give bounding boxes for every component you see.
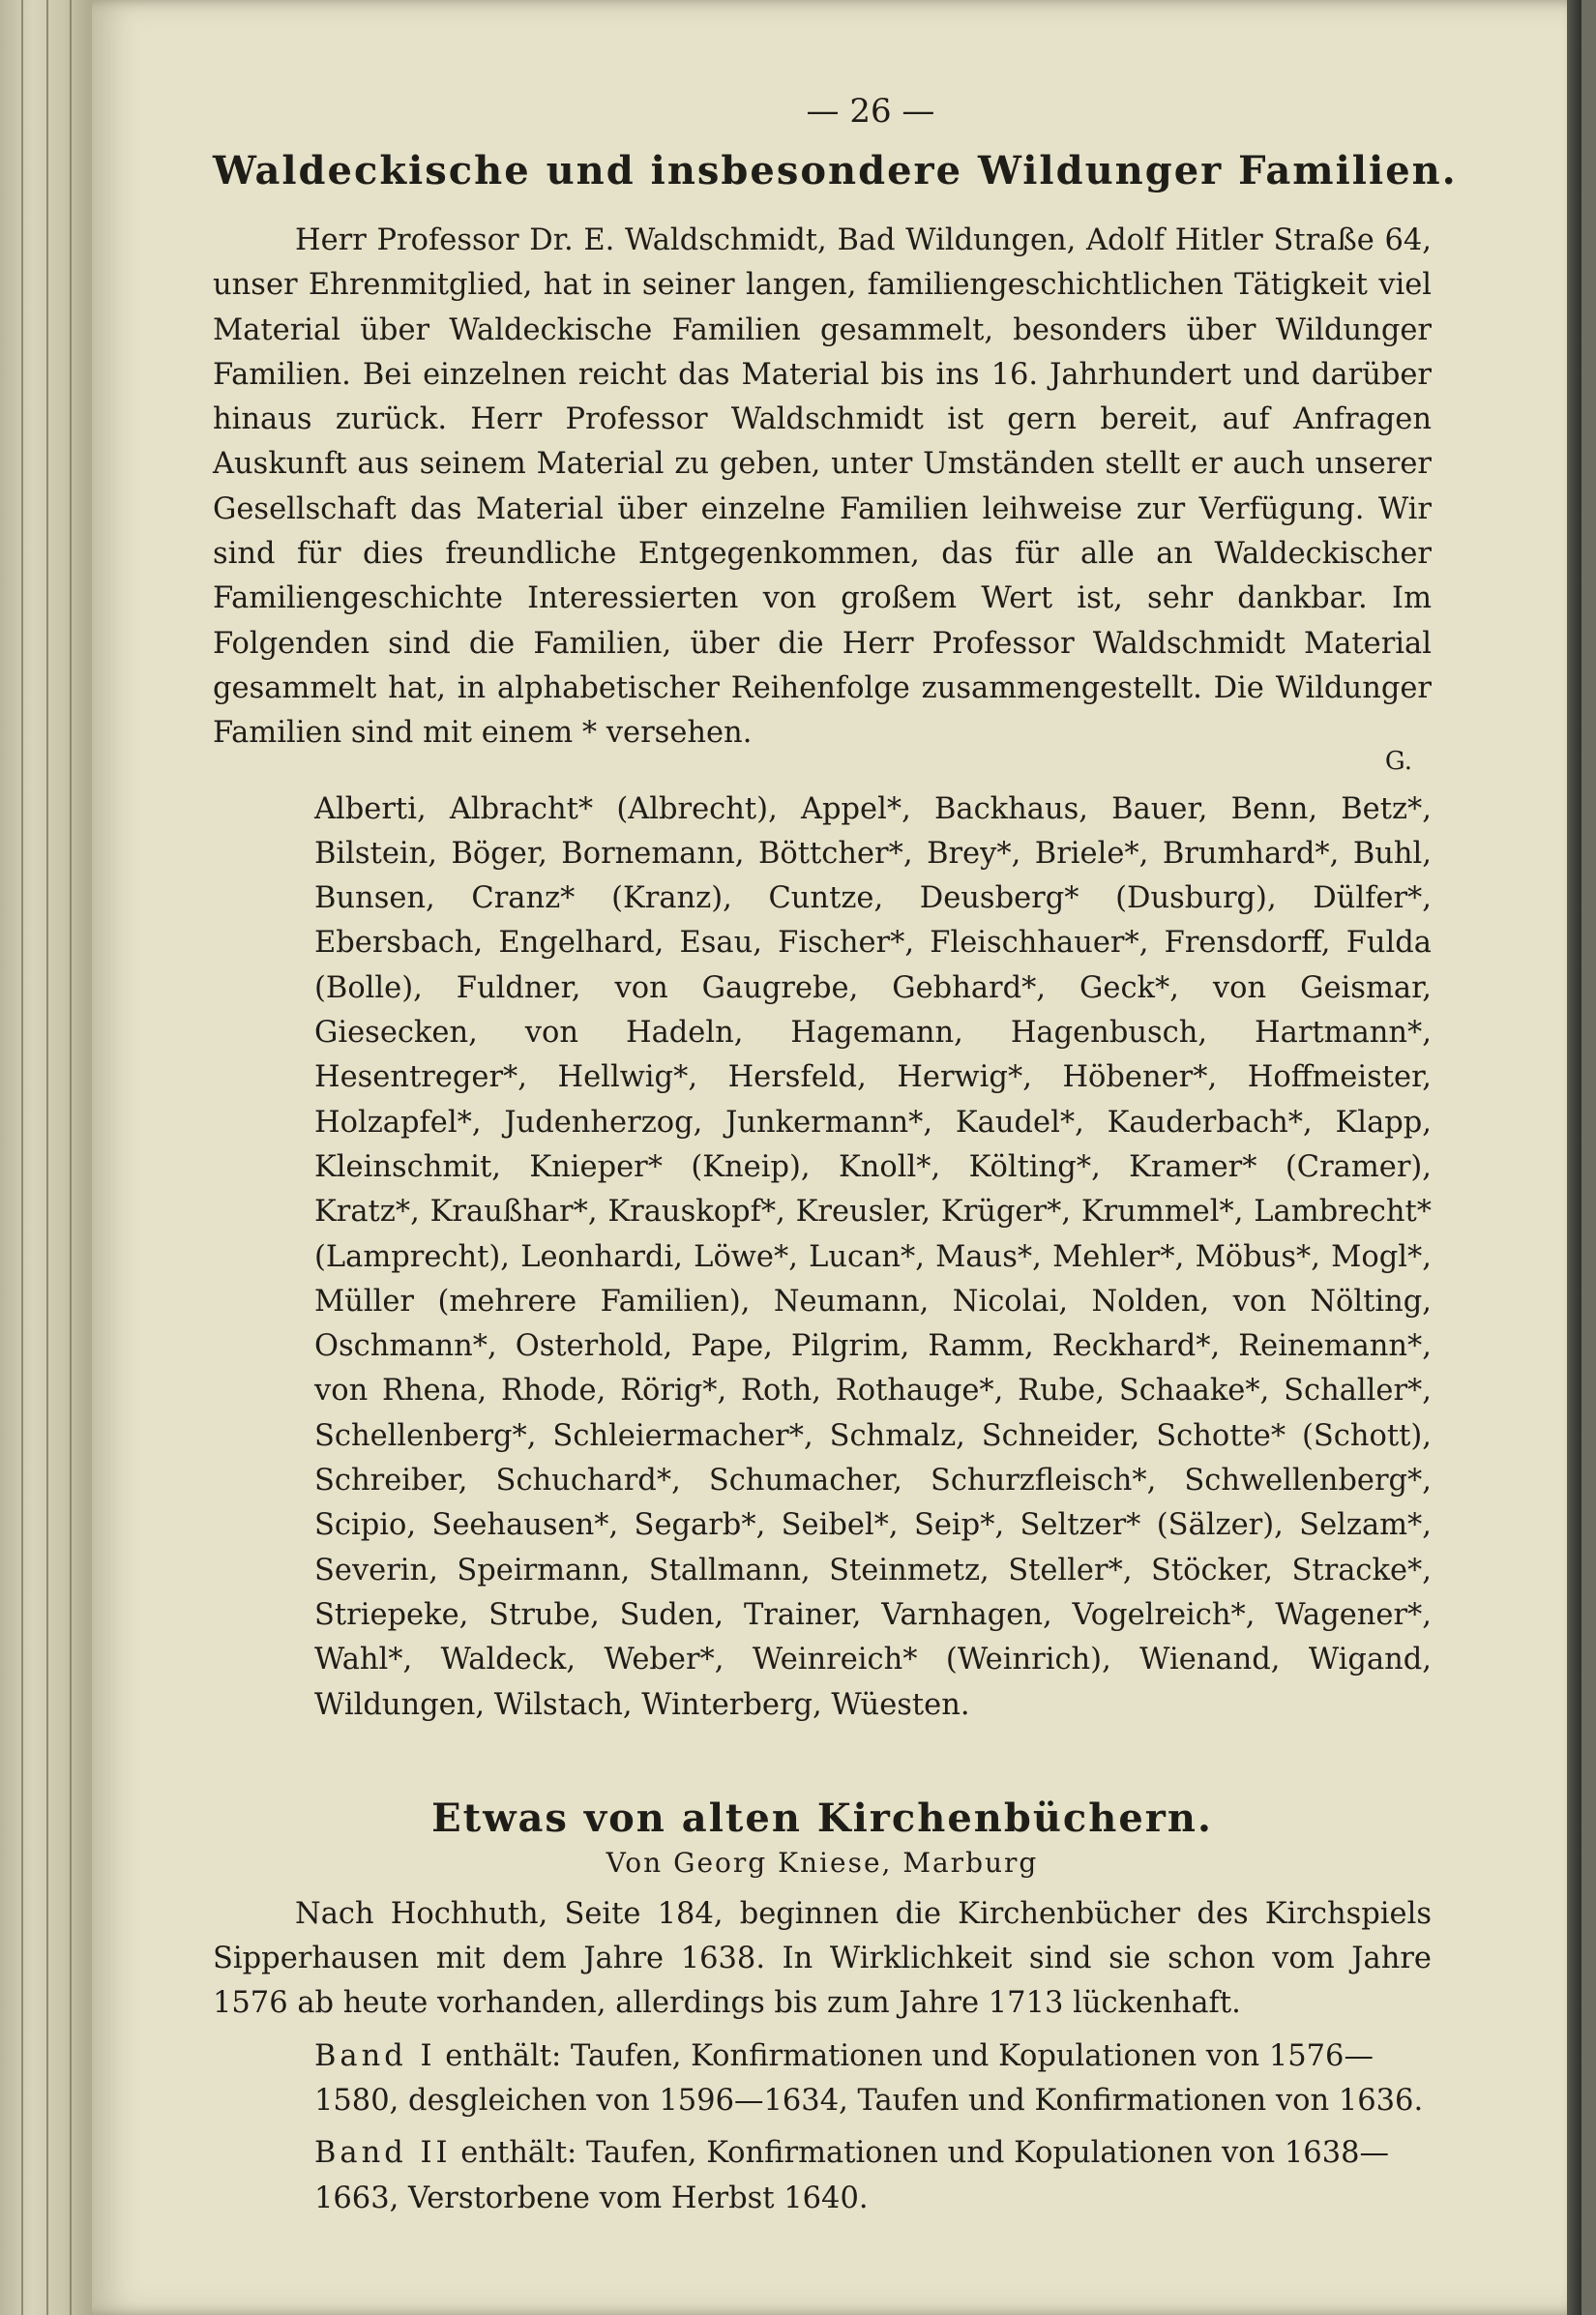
- band-label: Band II: [314, 2136, 452, 2171]
- kirchenbuecher-paragraph: Nach Hochhuth, Seite 184, beginnen die Kirchenbücher des Kirchspiels Sipperhausen mit dem Jahre 1638. In Wirklichkeit sind sie schon vom Jahre 1576 ab heute vorhanden, allerdings bis zum Jahre 1713 lückenhaft.: [213, 1896, 1432, 2021]
- page-content: [213, 92, 1458, 2221]
- section-title-kirchenbuecher: Etwas von alten Kirchenbüchern.: [431, 1795, 1213, 1841]
- intro-paragraph: Herr Professor Dr. E. Waldschmidt, Bad Wildungen, Adolf Hitler Straße 64, unser Ehrenmitglied, hat in seiner langen, familiengeschichtlichen Tätigkeit viel Material über Waldeckische Familien gesammelt, besonders über Wildunger Familien. Bei einzelnen reicht das Material bis ins 16. Jahrhundert und darüber hinaus zurück. Herr Professor Waldschmidt ist gern bereit, auf Anfragen Auskunft aus seinem Material zu geben, unter Umständen stellt er auch unserer Gesellschaft das Material über einzelne Familien leihweise zur Verfügung. Wir sind für dies freundliche Entgegenkommen, das für alle an Waldeckischer Familiengeschichte Interessierten von großem Wert ist, sehr dankbar. Im Folgenden sind die Familien, über die Herr Professor Waldschmidt Material gesammelt hat, in alphabetischer Reihenfolge zusammengestellt. Die Wildunger Familien sind mit einem * versehen.: [213, 223, 1432, 751]
- author-byline: Von Georg Kniese, Marburg: [606, 1846, 1039, 1879]
- band-text: enthält: Taufen, Konfirmationen und Kopulationen von 1576—1580, desgleichen von 1596—1634, Taufen und Konfirmationen von 1636.: [314, 2038, 1424, 2118]
- page: [92, 0, 1581, 2315]
- section-title: Waldeckische und insbesondere Wildunger Familien.: [213, 148, 1458, 193]
- author-signature: G.: [1384, 746, 1412, 776]
- page-number: — 26 —: [806, 92, 935, 131]
- binding-line: [70, 0, 72, 2315]
- band-text: enthält: Taufen, Konfirmationen und Kopulationen von 1638—1663, Verstorbene vom Herbst 1640.: [314, 2136, 1390, 2215]
- band-label: Band I: [314, 2038, 436, 2073]
- family-name-list: Alberti, Albracht* (Albrecht), Appel*, Backhaus, Bauer, Benn, Betz*, Bilstein, Böger, Bornemann, Böttcher*, Brey*, Briele*, Brumhard*, Buhl, Bunsen, Cranz* (Kranz), Cuntze, Deusberg* (Dusburg), Dülfer*, Ebersbach, Engelhard, Esau, Fischer*, Fleischhauer*, Frensdorff, Fulda (Bolle), Fuldner, von Gaugrebe, Gebhard*, Geck*, von Geismar, Giesecken, von Hadeln, Hagemann, Hagenbusch, Hartmann*, Hesentreger*, Hellwig*, Hersfeld, Herwig*, Höbener*, Hoffmeister, Holzapfel*, Judenherzog, Junkermann*, Kaudel*, Kauderbach*, Klapp, Kleinschmit, Knieper* (Kneip), Knoll*, Költing*, Kramer* (Cramer), Kratz*, Kraußhar*, Krauskopf*, Kreusler, Krüger*, Krummel*, Lambrecht* (Lamprecht), Leonhardi, Löwe*, Lucan*, Maus*, Mehler*, Möbus*, Mogl*, Müller (mehrere Familien), Neumann, Nicolai, Nolden, von Nölting, Oschmann*, Osterhold, Pape, Pilgrim, Ramm, Reckhard*, Reinemann*, von Rhena, Rhode, Rörig*, Roth, Rothauge*, Rube, Schaake*, Schaller*, Schellenberg*, Schleiermacher*, Schmalz, Schneider, Schotte* (Schott), Schreiber, Schuchard*, Schumacher, Schurzfleisch*, Schwellenberg*, Scipio, Seehausen*, Segarb*, Seibel*, Seip*, Seltzer* (Sälzer), Selzam*, Severin, Speirmann, Stallmann, Steinmetz, Steller*, Stöcker, Stracke*, Striepeke, Strube, Suden, Trainer, Varnhagen, Vogelreich*, Wagener*, Wahl*, Waldeck, Weber*, Weinreich* (Weinrich), Wienand, Wigand, Wildungen, Wilstach, Winterberg, Wüesten.: [314, 791, 1432, 1722]
- page-edge: [1567, 0, 1581, 2315]
- binding-line: [21, 0, 23, 2315]
- binding-line: [46, 0, 48, 2315]
- band-entry: [213, 2034, 1432, 2124]
- band-entry: [213, 2131, 1432, 2221]
- book-binding: [0, 0, 92, 2315]
